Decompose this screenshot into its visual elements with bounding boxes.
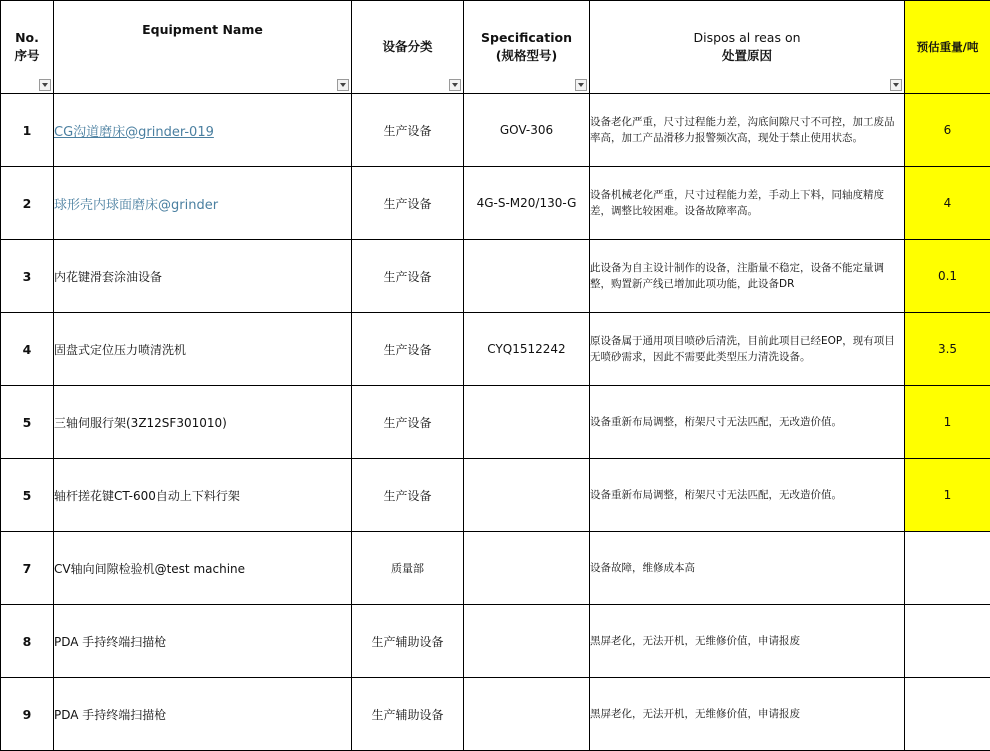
header-category [352,1,464,94]
filter-dropdown-icon[interactable] [449,79,461,91]
cell-weight[interactable]: 3.5 [905,313,990,386]
table-row [1,459,990,532]
cell-weight[interactable]: 1 [905,459,990,532]
header-reason [590,1,905,94]
cell-no[interactable]: 8 [1,605,54,678]
table-row [1,240,990,313]
filter-dropdown-icon[interactable] [575,79,587,91]
cell-equipment-name[interactable]: 固盘式定位压力喷清洗机 [54,313,352,386]
cell-category[interactable]: 生产辅助设备 [352,605,464,678]
cell-spec[interactable] [464,459,590,532]
cell-spec[interactable] [464,386,590,459]
cell-equipment-name[interactable]: 球形壳内球面磨床@grinder [54,167,352,240]
cell-no[interactable]: 5 [1,459,54,532]
cell-spec[interactable] [464,605,590,678]
cell-no[interactable]: 1 [1,94,54,167]
cell-reason[interactable]: 黑屏老化，无法开机，无维修价值，申请报废 [590,678,905,751]
cell-weight[interactable]: 1 [905,386,990,459]
cell-reason[interactable]: 设备重新布局调整，桁架尺寸无法匹配，无改造价值。 [590,386,905,459]
cell-equipment-name[interactable]: 轴杆搓花键CT-600自动上下料行架 [54,459,352,532]
table-row [1,678,990,751]
cell-weight[interactable] [905,678,990,751]
cell-equipment-name[interactable] [54,94,352,167]
header-weight-label: 预估重量/吨 [905,38,990,56]
header-spec-en: Specification [464,29,589,47]
cell-no[interactable]: 2 [1,167,54,240]
cell-reason[interactable]: 此设备为自主设计制作的设备，注脂量不稳定，设备不能定量调整，购置新产线已增加此项功能，此设备DR [590,240,905,313]
cell-reason[interactable]: 黑屏老化，无法开机，无维修价值，申请报废 [590,605,905,678]
header-no [1,1,54,94]
header-spec-cn: (规格型号) [464,47,589,65]
header-reason-cn: 处置原因 [590,47,904,65]
cell-no[interactable]: 3 [1,240,54,313]
header-equipment-name [54,1,352,94]
cell-equipment-name[interactable]: CV轴向间隙检验机@test machine [54,532,352,605]
cell-category[interactable]: 生产设备 [352,94,464,167]
header-row [1,1,990,94]
cell-spec[interactable]: GOV-306 [464,94,590,167]
cell-no[interactable]: 5 [1,386,54,459]
cell-spec[interactable] [464,678,590,751]
cell-equipment-name[interactable]: PDA 手持终端扫描枪 [54,678,352,751]
cell-reason[interactable]: 设备故障，维修成本高 [590,532,905,605]
cell-weight[interactable] [905,605,990,678]
table-row [1,167,990,240]
cell-equipment-name[interactable]: PDA 手持终端扫描枪 [54,605,352,678]
cell-reason[interactable]: 设备重新布局调整，桁架尺寸无法匹配，无改造价值。 [590,459,905,532]
cell-category[interactable]: 生产设备 [352,459,464,532]
table-row [1,386,990,459]
header-no-en: No. [1,29,53,47]
cell-no[interactable]: 7 [1,532,54,605]
cell-category[interactable]: 生产辅助设备 [352,678,464,751]
cell-category[interactable]: 生产设备 [352,240,464,313]
header-name-label: Equipment Name [54,21,351,39]
equipment-link[interactable]: CG沟道磨床@grinder-019 [54,125,214,140]
cell-equipment-name[interactable]: 内花键滑套涂油设备 [54,240,352,313]
cell-weight[interactable]: 4 [905,167,990,240]
cell-category[interactable]: 质量部 [352,532,464,605]
cell-spec[interactable]: 4G-S-M20/130-G [464,167,590,240]
header-no-cn: 序号 [1,47,53,65]
cell-category[interactable]: 生产设备 [352,386,464,459]
filter-dropdown-icon[interactable] [337,79,349,91]
header-category-label: 设备分类 [352,38,463,56]
table-row [1,605,990,678]
header-reason-en: Dispos al reas on [590,29,904,47]
table-row [1,94,990,167]
table-row [1,532,990,605]
cell-spec[interactable]: CYQ1512242 [464,313,590,386]
header-spec [464,1,590,94]
filter-dropdown-icon[interactable] [890,79,902,91]
cell-equipment-name[interactable]: 三轴伺服行架(3Z12SF301010) [54,386,352,459]
cell-spec[interactable] [464,532,590,605]
table-row [1,313,990,386]
cell-reason[interactable]: 设备机械老化严重，尺寸过程能力差，手动上下料，同轴度精度差，调整比较困难。设备故障率高。 [590,167,905,240]
header-weight [905,1,990,94]
cell-spec[interactable] [464,240,590,313]
cell-reason[interactable]: 设备老化严重，尺寸过程能力差，沟底间隙尺寸不可控，加工废品率高，加工产品滑移力报警频次高，现处于禁止使用状态。 [590,94,905,167]
cell-weight[interactable]: 6 [905,94,990,167]
cell-category[interactable]: 生产设备 [352,167,464,240]
cell-weight[interactable] [905,532,990,605]
filter-dropdown-icon[interactable] [39,79,51,91]
cell-category[interactable]: 生产设备 [352,313,464,386]
cell-no[interactable]: 9 [1,678,54,751]
cell-reason[interactable]: 原设备属于通用项目喷砂后清洗，目前此项目已经EOP，现有项目无喷砂需求，因此不需要此类型压力清洗设备。 [590,313,905,386]
cell-no[interactable]: 4 [1,313,54,386]
cell-weight[interactable]: 0.1 [905,240,990,313]
